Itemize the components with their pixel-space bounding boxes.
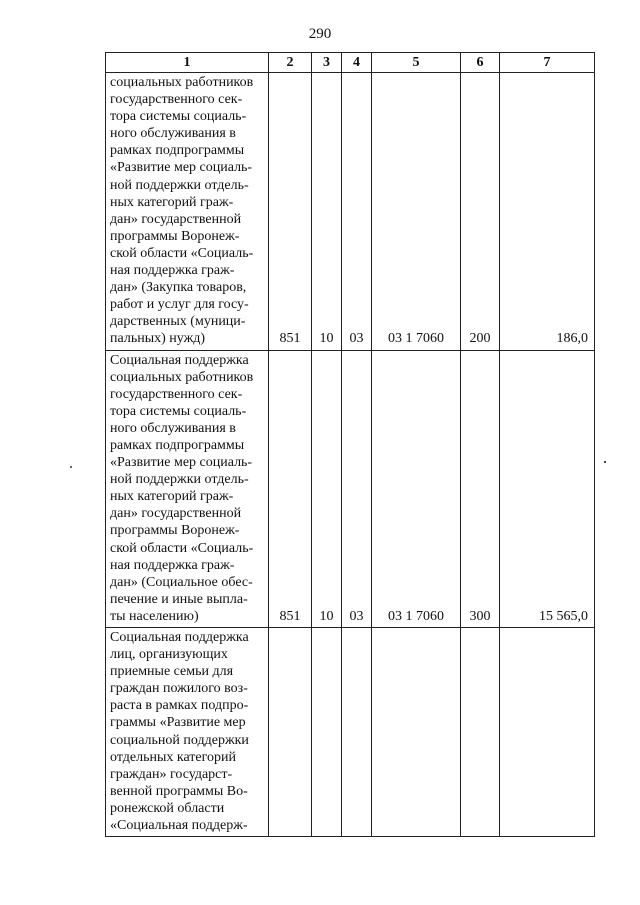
- cell-col-3: [312, 628, 342, 837]
- description-line: государственного сек-: [110, 92, 243, 108]
- description-line: рамках подпрограммы: [110, 143, 245, 159]
- table-row: [106, 628, 595, 837]
- budget-table: [105, 52, 595, 837]
- scan-speck: [70, 466, 72, 468]
- col-header-3: 3: [312, 53, 342, 73]
- cell-col-6: 200: [461, 73, 500, 351]
- cell-col-4: [342, 628, 372, 837]
- description-line: отдельных категорий: [110, 749, 237, 765]
- description-line: ронежской области: [110, 800, 225, 816]
- table-row: [106, 350, 595, 628]
- description-line: ного обслуживания в: [110, 420, 236, 436]
- scan-speck: [604, 461, 606, 463]
- description-line: лиц, организующих: [110, 647, 228, 663]
- description-line: «Социальная поддерж-: [110, 818, 248, 834]
- table-header-row: [106, 53, 595, 73]
- description-line: дан» (Закупка товаров,: [110, 280, 247, 296]
- cell-col-2: 851: [269, 73, 312, 351]
- description-line: ных категорий граж-: [110, 489, 234, 505]
- description-line: печение и иные выпла-: [110, 591, 248, 607]
- col-header-4: 4: [342, 53, 372, 73]
- description-line: программы Воронеж-: [110, 228, 240, 244]
- row-description: [106, 73, 269, 351]
- cell-col-4: 03: [342, 350, 372, 628]
- cell-col-7: 15 565,0: [500, 350, 595, 628]
- cell-col-2: 851: [269, 350, 312, 628]
- description-line: пальных) нужд): [110, 331, 206, 347]
- description-line: граждан пожилого воз-: [110, 681, 248, 697]
- description-line: тора системы социаль-: [110, 403, 247, 419]
- description-line: Социальная поддержка: [110, 630, 249, 645]
- cell-col-2: [269, 628, 312, 837]
- row-description: [106, 350, 269, 628]
- description-line: работ и услуг для госу-: [110, 297, 249, 313]
- cell-col-5: 03 1 7060: [372, 73, 461, 351]
- description-line: государственного сек-: [110, 386, 243, 402]
- row-description: [106, 628, 269, 837]
- description-line: ской области «Социаль-: [110, 540, 254, 556]
- cell-col-3: 10: [312, 73, 342, 351]
- description-line: раста в рамках подпро-: [110, 698, 249, 714]
- cell-col-4: 03: [342, 73, 372, 351]
- col-header-6: 6: [461, 53, 500, 73]
- description-line: приемные семьи для: [110, 664, 234, 680]
- description-line: социальной поддержки: [110, 732, 249, 748]
- description-line: тора системы социаль-: [110, 109, 247, 125]
- description-line: ской области «Социаль-: [110, 245, 254, 261]
- description-line: ная поддержка граж-: [110, 557, 235, 573]
- col-header-2: 2: [269, 53, 312, 73]
- cell-col-5: 03 1 7060: [372, 350, 461, 628]
- description-line: ной поддержки отдель-: [110, 472, 249, 488]
- description-line: ного обслуживания в: [110, 126, 236, 142]
- description-line: дан» государственной: [110, 211, 242, 227]
- description-line: ной поддержки отдель-: [110, 177, 249, 193]
- description-line: ных категорий граж-: [110, 194, 234, 210]
- cell-col-7: 186,0: [500, 73, 595, 351]
- description-line: граждан» государст-: [110, 766, 233, 782]
- cell-col-6: 300: [461, 350, 500, 628]
- cell-col-5: [372, 628, 461, 837]
- description-line: венной программы Во-: [110, 783, 248, 799]
- cell-col-3: 10: [312, 350, 342, 628]
- description-line: «Развитие мер социаль-: [110, 160, 253, 176]
- description-line: социальных работников: [110, 369, 254, 385]
- table-row: [106, 73, 595, 351]
- cell-col-6: [461, 628, 500, 837]
- description-line: ная поддержка граж-: [110, 263, 235, 279]
- description-line: ты населению): [110, 608, 199, 624]
- description-line: Социальная поддержка: [110, 352, 249, 368]
- description-line: социальных работников: [110, 75, 254, 90]
- description-line: рамках подпрограммы: [110, 437, 245, 453]
- description-line: программы Воронеж-: [110, 523, 240, 539]
- description-line: дарственных (муници-: [110, 314, 246, 330]
- col-header-5: 5: [372, 53, 461, 73]
- description-line: «Развитие мер социаль-: [110, 455, 253, 471]
- page-number: 290: [308, 26, 332, 42]
- description-line: дан» (Социальное обес-: [110, 574, 253, 590]
- description-line: граммы «Развитие мер: [110, 715, 246, 731]
- description-line: дан» государственной: [110, 506, 242, 522]
- cell-col-7: [500, 628, 595, 837]
- col-header-7: 7: [500, 53, 595, 73]
- col-header-1: 1: [106, 53, 269, 73]
